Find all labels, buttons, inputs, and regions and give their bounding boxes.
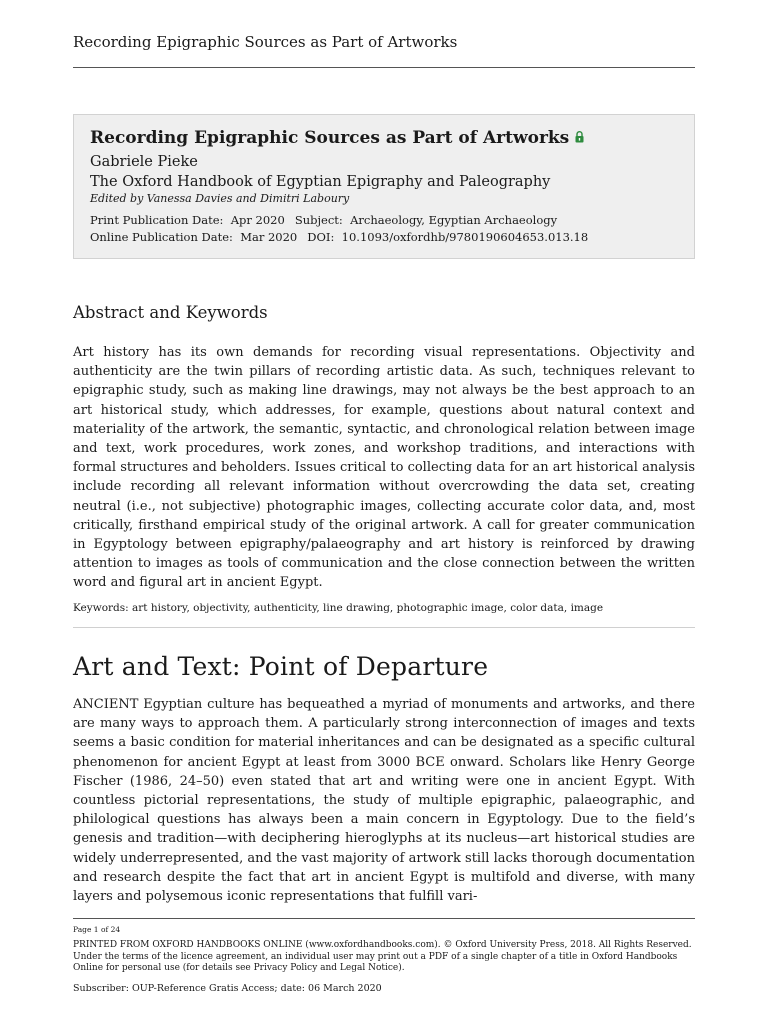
abstract-text: Art history has its own demands for recording visual representations. Objectivity and authenticity are the twin pillars of recording artistic data. As such, techniques relevant to epigraphic study, such as making line drawings, may not always be the best approach to an art historical study, which addresses, for example, questions about natural context and materiality of the artwork, the semantic, syntactic, and chronological relation between image and text, work procedures, work zones, and workshop traditions, and interactions with formal structures and beholders. Issues critical to collecting data for an art historical analysis include recording all relevant information without overcrowding the data set, creating neutral (i.e., not subjective) photographic images, collecting accurate color data, and, most critically, firsthand empirical study of the original artwork. A call for greater communication in Egyptology between epigraphy/palaeography and art history is reinforced by drawing attention to images as tools of communication and the close connection between the written word and figural art in ancient Egypt. bbox=[73, 345, 695, 591]
chapter-title bbox=[90, 126, 678, 151]
page-number: Page 1 of 24 bbox=[73, 925, 121, 934]
footer-divider bbox=[73, 918, 695, 919]
author-name: Gabriele Pieke bbox=[90, 153, 198, 170]
abstract-heading: Abstract and Keywords bbox=[73, 303, 268, 322]
lock-icon bbox=[575, 126, 584, 150]
keywords-divider bbox=[73, 627, 695, 628]
running-header: Recording Epigraphic Sources as Part of Artworks bbox=[73, 33, 458, 51]
header-divider bbox=[73, 67, 695, 68]
print-notice: PRINTED FROM OXFORD HANDBOOKS ONLINE (www.oxfordhandbooks.com). © Oxford University Press, 2018. All Rights Reserved. Under the terms of the licence agreement, an individual user may print out a PDF of a single chapter of a title in Oxford Handbooks Online for personal use (for details see Privacy Policy and Legal Notice). bbox=[73, 940, 692, 973]
subject[interactable]: Archaeology, Egyptian Archaeology bbox=[350, 212, 558, 227]
section-heading: Art and Text: Point of Departure bbox=[73, 652, 489, 681]
chapter-title-text: Recording Epigraphic Sources as Part of Artworks bbox=[90, 128, 570, 148]
print-publication-line bbox=[90, 212, 678, 229]
online-date-label: Online Publication Date: bbox=[90, 229, 233, 244]
print-date-label: Print Publication Date: bbox=[90, 212, 224, 227]
keywords: Keywords: art history, objectivity, authenticity, line drawing, photographic image, color data, image bbox=[73, 602, 604, 614]
doi-label: DOI: bbox=[307, 229, 335, 244]
online-publication-line bbox=[90, 229, 678, 246]
online-date: Mar 2020 bbox=[240, 229, 298, 244]
editors: Edited by Vanessa Davies and Dimitri Laboury bbox=[90, 191, 350, 205]
section-body-text: ANCIENT Egyptian culture has bequeathed a myriad of monuments and artworks, and there are many ways to approach them. A particularly strong interconnection of images and texts seems a basic condition for material inheritances and can be designated as a specific cultural phenomenon for ancient Egypt at least from 3000 BCE onward. Scholars like Henry George Fischer (1986, 24–50) even stated that art and writing were one in ancient Egypt. With countless pictorial representations, the study of multiple epigraphic, palaeographic, and philological questions has always been a main concern in Egyptology. Due to the field’s genesis and tradition—with deciphering hieroglyphs at its nucleus—art historical studies are widely underrepresented, and the vast majority of artwork still lacks thorough documentation and research despite the fact that art in ancient Egypt is multifold and diverse, with many layers and polysemous iconic representations that fulfill vari- bbox=[73, 697, 695, 905]
subscriber-line: Subscriber: OUP-Reference Gratis Access; date: 06 March 2020 bbox=[73, 983, 382, 994]
doi-link[interactable]: 10.1093/oxfordhb/9780190604653.013.18 bbox=[341, 229, 589, 244]
book-title: The Oxford Handbook of Egyptian Epigraphy and Paleography bbox=[90, 173, 551, 190]
print-date: Apr 2020 bbox=[230, 212, 285, 227]
metadata-box bbox=[73, 114, 695, 259]
subject-label: Subject: bbox=[294, 212, 343, 227]
